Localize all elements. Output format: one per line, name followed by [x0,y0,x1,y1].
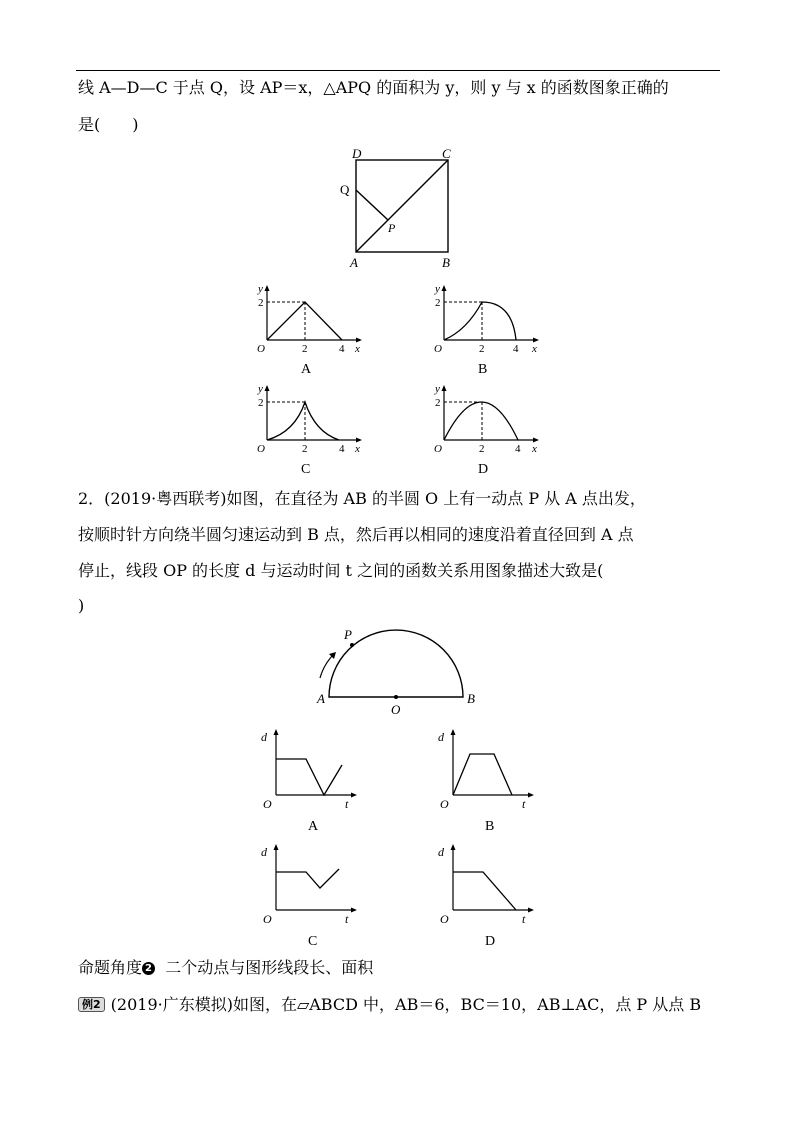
q2b-origin: O [440,797,449,811]
section-number: 2 [142,962,155,975]
q2-label-A: A [317,691,325,706]
q1c-y2: 2 [258,397,264,409]
q1b-caption: B [478,362,488,377]
q2a-caption: A [308,819,319,834]
q1c-x2: 2 [302,443,308,455]
example-text: (2019·广东模拟)如图，在▱ABCD 中，AB＝6，BC＝10，AB⊥AC，点 P 从点 B [110,995,702,1014]
section-prefix: 命题角度 [78,958,143,977]
example-line [78,995,701,1015]
section-title: 二个动点与图形线段长、面积 [165,958,374,977]
q2d-t-label: t [522,912,526,926]
q2-label-O: O [391,702,401,717]
q2-graph-b [432,727,542,837]
q1d-origin: O [434,443,442,455]
q1a-x-label: x [355,343,360,355]
q1-text-line1: 线 A—D—C 于点 Q，设 AP＝x，△APQ 的面积为 y，则 y 与 x 的函数图象正确的 [78,78,669,97]
q1d-caption: D [478,462,489,477]
q1-label-P: P [388,221,396,235]
q1b-x4: 4 [513,343,519,355]
q1a-x4: 4 [339,343,345,355]
q2c-origin: O [263,912,272,926]
q2a-t-label: t [345,797,349,811]
q2c-d-label: d [261,845,267,859]
q1a-y2: 2 [258,297,264,309]
q1d-y2: 2 [435,397,441,409]
q2-label-B: B [467,691,475,706]
q1a-y-label: y [258,283,263,295]
q1-label-B: B [442,255,450,270]
q1-graph-b [422,282,547,377]
q1a-caption: A [301,362,312,377]
q1d-x-label: x [532,443,537,455]
q1-graph-a [245,282,370,377]
example-badge: 例2 [78,997,105,1012]
q2b-caption: B [485,819,495,834]
q2-text-line1: 2．(2019·粤西联考)如图，在直径为 AB 的半圆 O 上有一动点 P 从 A 点出发， [78,489,646,508]
q1c-origin: O [257,443,265,455]
q1d-x2: 2 [479,443,485,455]
q2b-t-label: t [522,797,526,811]
q1a-x2: 2 [302,343,308,355]
q1b-x2: 2 [479,343,485,355]
q2-graph-a [255,727,365,837]
q1c-x-label: x [355,443,360,455]
q2-label-P: P [344,627,352,642]
q1c-caption: C [301,462,311,477]
q2a-d-label: d [261,730,267,744]
q1a-origin: O [257,343,265,355]
q2d-caption: D [485,934,496,949]
q1b-x-label: x [532,343,537,355]
q1c-x4: 4 [339,443,345,455]
q2b-d-label: d [438,730,444,744]
q1c-y-label: y [258,383,263,395]
q2-graph-d [432,842,542,952]
q1-label-C: C [442,146,451,161]
q1-graph-d [422,382,547,477]
q2c-t-label: t [345,912,349,926]
q2-text-line3: 停止，线段 OP 的长度 d 与运动时间 t 之间的函数关系用图象描述大致是( [78,561,604,580]
q2d-d-label: d [438,845,444,859]
q1b-y2: 2 [435,297,441,309]
q1-graph-c [245,382,370,477]
q2-semicircle-figure [310,620,490,720]
section-heading [78,958,373,978]
q1-label-Q: Q [340,182,350,197]
q2a-origin: O [263,797,272,811]
q1d-x4: 4 [515,443,521,455]
q2-text-line4: ) [78,596,85,615]
q1-square-figure [330,140,470,275]
top-rule [76,70,720,71]
q1b-y-label: y [435,283,440,295]
q2d-origin: O [440,912,449,926]
q2-graph-c [255,842,365,952]
q1b-origin: O [434,343,442,355]
q2-text-line2: 按顺时针方向绕半圆匀速运动到 B 点，然后再以相同的速度沿着直径回到 A 点 [78,525,634,544]
q2c-caption: C [308,934,318,949]
q1-text-line2: 是( ) [78,115,139,134]
q1-label-A: A [350,255,358,270]
q1d-y-label: y [435,383,440,395]
q1-label-D: D [352,146,362,161]
